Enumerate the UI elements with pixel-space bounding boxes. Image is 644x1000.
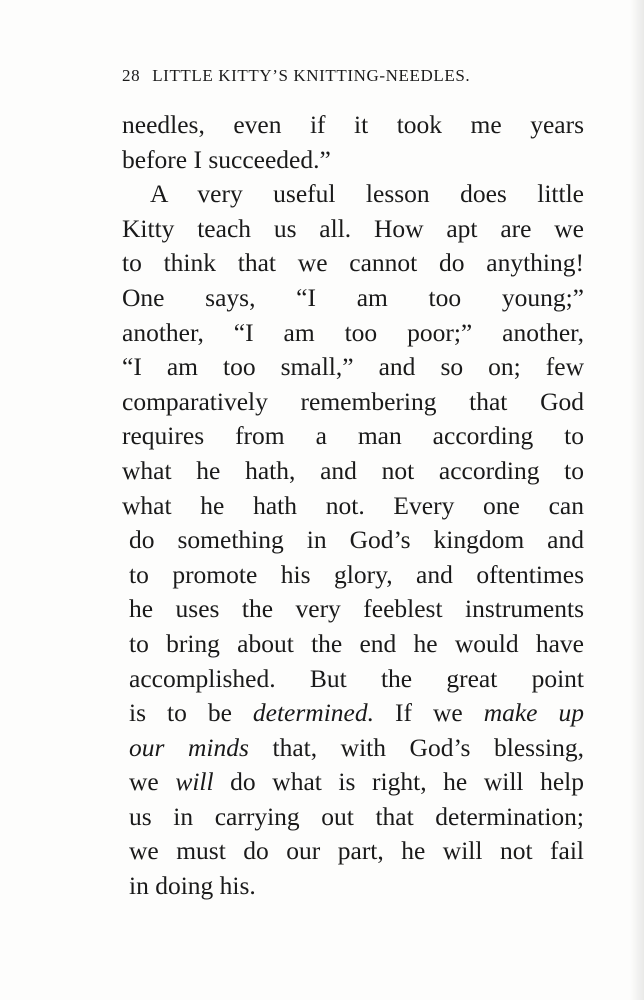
running-header	[122, 66, 592, 86]
text-line: “I am too small,” and so on; few	[122, 352, 584, 382]
text-line: in doing his.	[129, 871, 256, 901]
page-number: 28	[122, 66, 141, 85]
running-title: LITTLE KITTY’S KNITTING-NEEDLES.	[152, 66, 471, 85]
body-text	[122, 108, 584, 904]
text-line: requires from a man according to	[122, 421, 584, 451]
text-line-with-emphasis	[122, 731, 584, 766]
emphasis-text: make up	[483, 698, 584, 728]
emphasis-text: our minds	[129, 732, 249, 762]
emphasis-text: determined.	[252, 698, 374, 728]
text-line: comparatively remembering that God	[122, 386, 584, 416]
text-fragment: we	[129, 767, 176, 797]
text-line: another, “I am too poor;” another,	[122, 317, 584, 347]
text-line: Kitty teach us all. How apt are we	[122, 213, 584, 243]
text-line: us in carrying out that determination;	[129, 801, 584, 831]
page-edge-shadow	[630, 0, 644, 1000]
text-line: do something in God’s kingdom and	[129, 525, 584, 555]
text-line: accomplished. But the great point	[129, 663, 584, 693]
text-line: he uses the very feeblest instruments	[129, 594, 584, 624]
text-fragment: If we	[374, 698, 484, 728]
text-line: to bring about the end he would have	[129, 628, 584, 658]
text-line: what he hath, and not according to	[122, 455, 584, 485]
text-line: what he hath not. Every one can	[122, 490, 584, 520]
text-line: to think that we cannot do anything!	[122, 248, 584, 278]
emphasis-text: will	[175, 767, 214, 797]
text-fragment: that, with God’s blessing,	[248, 732, 584, 762]
text-line-with-emphasis	[122, 765, 584, 800]
text-line: we must do our part, he will not fail	[129, 836, 584, 866]
text-line: One says, “I am too young;”	[122, 282, 584, 312]
text-line: to promote his glory, and oftentimes	[129, 559, 584, 589]
text-fragment: is to be	[129, 698, 253, 728]
text-fragment: do what is right, he will help	[213, 767, 584, 797]
text-line: before I succeeded.”	[122, 144, 331, 174]
text-line-with-emphasis	[122, 696, 584, 731]
text-line: needles, even if it took me years	[122, 110, 584, 139]
paragraph-start-line: A very useful lesson does little	[150, 179, 584, 209]
